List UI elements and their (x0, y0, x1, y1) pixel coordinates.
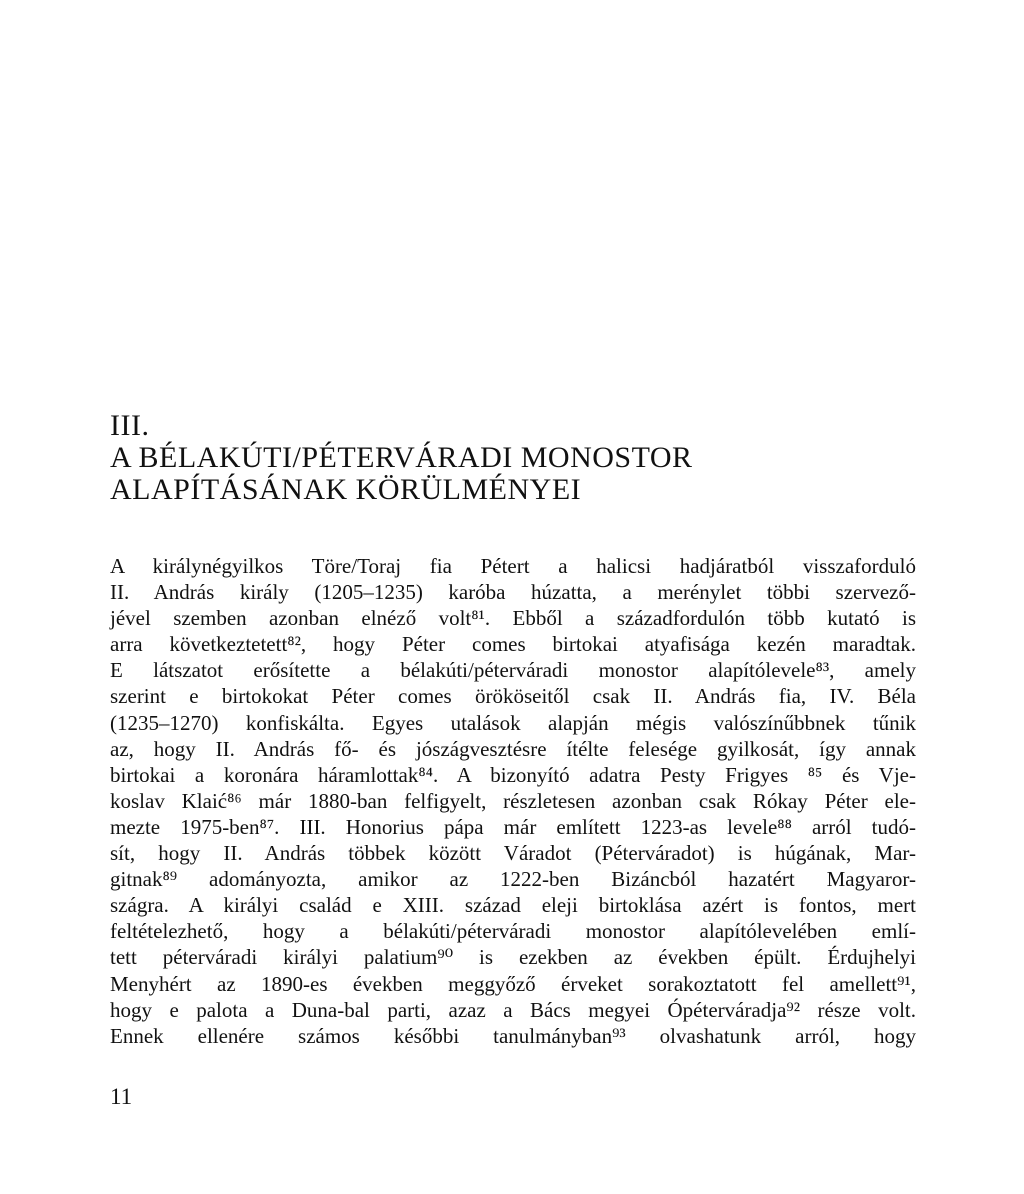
text-line: A királynégyilkos Töre/Toraj fia Pétert a halicsi hadjáratból visszaforduló (110, 554, 916, 578)
text-line: Ennek ellenére számos későbbi tanulmányban⁹³ olvashatunk arról, hogy (110, 1023, 916, 1048)
text-line: II. András király (1205–1235) karóba húzatta, a merénylet többi szervező- (110, 580, 916, 605)
text-line: koslav Klaić⁸⁶ már 1880-ban felfigyelt, részletesen azonban csak Rókay Péter ele- (110, 788, 916, 813)
text-line: tett péterváradi királyi palatium⁹⁰ is ezekben az években épült. Érdujhelyi (110, 945, 916, 970)
text-line: feltételezhető, hogy a bélakúti/péterváradi monostor alapítólevelében emlí- (110, 919, 916, 944)
text-line: az, hogy II. András fő- és jószágvesztésre ítélte felesége gyilkosát, így annak (110, 736, 916, 761)
text-line: birtokai a koronára háramlottak⁸⁴. A bizonyító adatra Pesty Frigyes ⁸⁵ és Vje- (110, 762, 916, 787)
chapter-title-line-1: A BÉLAKÚTI/PÉTERVÁRADI MONOSTOR (110, 441, 693, 474)
text-line: E látszatot erősítette a bélakúti/péterváradi monostor alapítólevele⁸³, amely (110, 658, 916, 683)
text-line: sít, hogy II. András többek között Váradot (Péterváradot) is húgának, Mar- (110, 841, 916, 866)
text-line: Menyhért az 1890-es években meggyőző érveket sorakoztatott fel amellett⁹¹, (110, 971, 916, 996)
chapter-title-line-2: ALAPÍTÁSÁNAK KÖRÜLMÉNYEI (110, 473, 582, 506)
text-line: mezte 1975-ben⁸⁷. III. Honorius pápa már említett 1223-as levele⁸⁸ arról tudó- (110, 814, 916, 839)
text-line: arra következtetett⁸², hogy Péter comes birtokai atyafisága kezén maradtak. (110, 632, 916, 657)
text-line: gitnak⁸⁹ adományozta, amikor az 1222-ben Bizáncból hazatért Magyaror- (110, 867, 916, 892)
text-line: szerint e birtokokat Péter comes örököseitől csak II. András fia, IV. Béla (110, 684, 916, 709)
chapter-number: III. (110, 409, 150, 442)
page-number: 11 (110, 1084, 133, 1109)
chapter-heading (110, 410, 930, 506)
text-line: (1235–1270) konfiskálta. Egyes utalások alapján mégis valószínűbbnek tűnik (110, 710, 916, 735)
text-line: jével szemben azonban elnéző volt⁸¹. Ebből a századfordulón több kutató is (110, 606, 916, 631)
text-line: hogy e palota a Duna-bal parti, azaz a Bács megyei Ópéterváradja⁹² része volt. (110, 997, 916, 1022)
text-line: szágra. A királyi család e XIII. század eleji birtoklása azért is fontos, mert (110, 893, 916, 918)
body-paragraph (110, 553, 916, 1049)
